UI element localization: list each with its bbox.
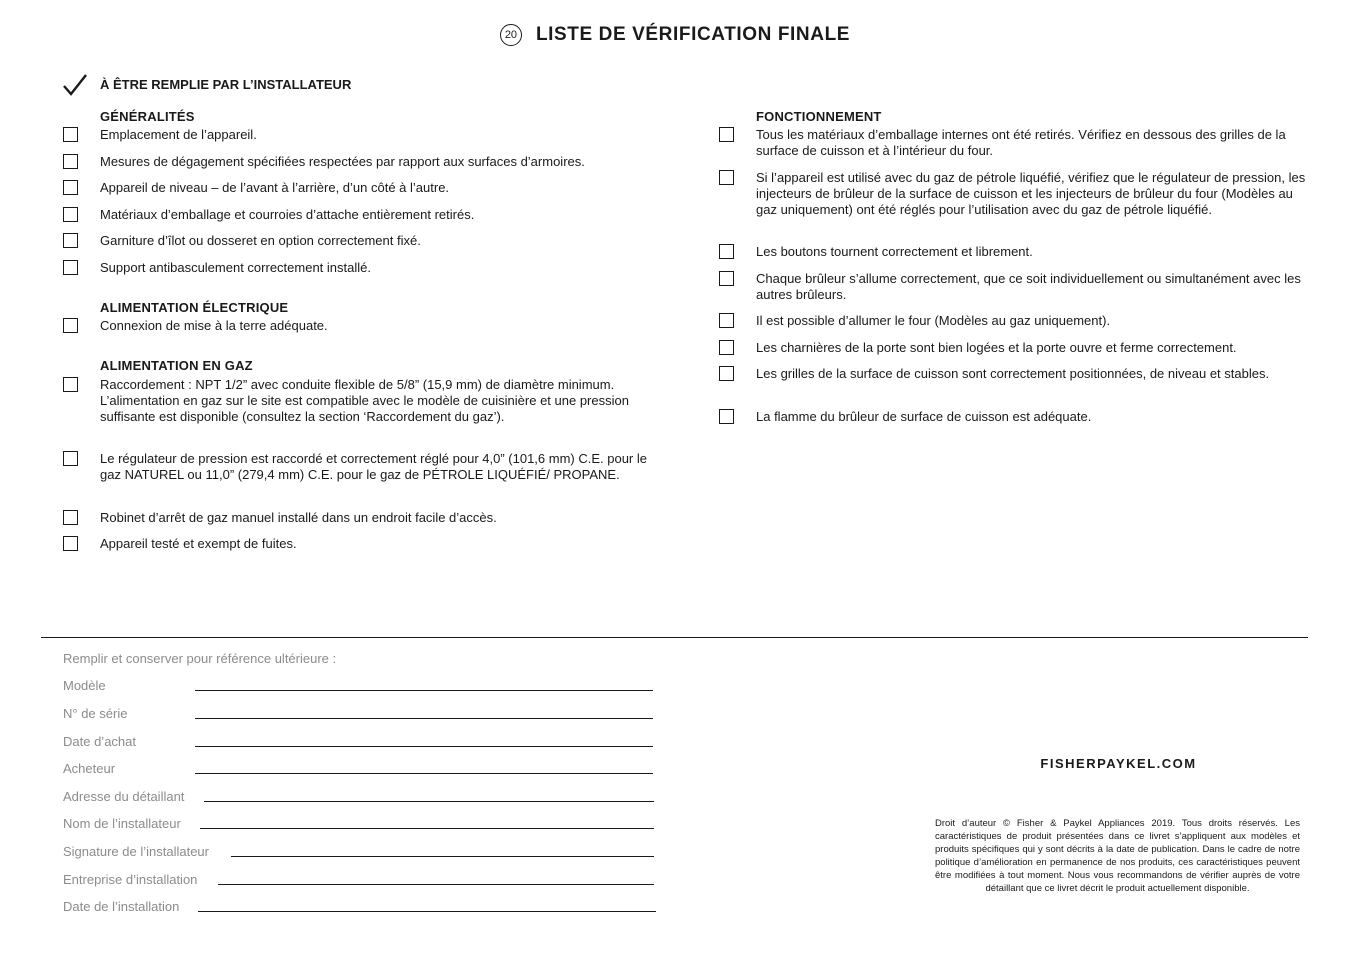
record-label-date-achat: Date d’achat: [63, 734, 136, 749]
record-label-adresse: Adresse du détaillant: [63, 789, 185, 804]
checkbox-icon[interactable]: [63, 318, 78, 333]
record-intro: Remplir et conserver pour référence ultérieure :: [63, 651, 337, 666]
checkbox-icon[interactable]: [719, 271, 734, 286]
checklist-item-text: Chaque brûleur s’allume correctement, que ce soit individuellement ou simultanément avec les autres brûleurs.: [756, 271, 1301, 302]
checklist-item-text: Tous les matériaux d’emballage internes ont été retirés. Vérifiez en dessous des grilles de la surface de cuisson et à l’intérieur du four.: [756, 127, 1286, 158]
checkbox-icon[interactable]: [719, 244, 734, 259]
section-title-electrique: ALIMENTATION ÉLECTRIQUE: [100, 300, 289, 315]
record-field-signature[interactable]: [231, 856, 654, 857]
checklist-item-text: Appareil testé et exempt de fuites.: [100, 536, 297, 551]
record-field-date-achat[interactable]: [195, 746, 653, 747]
record-label-modele: Modèle: [63, 678, 106, 693]
section-title-gaz: ALIMENTATION EN GAZ: [100, 358, 253, 373]
checklist-item-text: Connexion de mise à la terre adéquate.: [100, 318, 328, 333]
checkbox-icon[interactable]: [63, 451, 78, 466]
record-label-nom-installateur: Nom de l’installateur: [63, 816, 181, 831]
checkbox-icon[interactable]: [63, 260, 78, 275]
checklist-item-text: Support antibasculement correctement installé.: [100, 260, 371, 275]
installer-note: À ÊTRE REMPLIE PAR L’INSTALLATEUR: [100, 77, 352, 92]
section-title-generalites: GÉNÉRALITÉS: [100, 109, 195, 124]
checklist-item-text: Robinet d’arrêt de gaz manuel installé dans un endroit facile d’accès.: [100, 510, 497, 525]
website-link[interactable]: FISHERPAYKEL.COM: [1040, 756, 1197, 771]
checklist-item-text: La flamme du brûleur de surface de cuisson est adéquate.: [756, 409, 1092, 424]
checklist-item-text: Garniture d’îlot ou dosseret en option correctement fixé.: [100, 233, 421, 248]
checkmark-icon: [62, 72, 88, 98]
record-label-signature: Signature de l’installateur: [63, 844, 209, 859]
checkbox-icon[interactable]: [63, 207, 78, 222]
checklist-item-text: Appareil de niveau – de l’avant à l’arrière, d’un côté à l’autre.: [100, 180, 450, 195]
checklist-item-text: Matériaux d’emballage et courroies d’attache entièrement retirés.: [100, 207, 475, 222]
checklist-item-text: Les boutons tournent correctement et librement.: [756, 244, 1033, 259]
checkbox-icon[interactable]: [63, 154, 78, 169]
record-label-entreprise: Entreprise d’installation: [63, 872, 198, 887]
checkbox-icon[interactable]: [63, 180, 78, 195]
record-label-acheteur: Acheteur: [63, 761, 116, 776]
checklist-item-text: Les grilles de la surface de cuisson sont correctement positionnées, de niveau et stables.: [756, 366, 1270, 381]
copyright-notice: Droit d’auteur © Fisher & Paykel Appliances 2019. Tous droits réservés. Les caractéristiques de produit présentées dans ce livret s’appliquent aux modèles et produits spécifiques qui y sont décrits à la date de publication. Dans le cadre de notre politique d’amélioration en permanence de nos produits, ces caractéristiques peuvent être modifiées à tout moment. Nous vous recommandons de vérifier auprès de votre détaillant que ce livret décrit le produit actuellement disponible.: [935, 818, 1300, 894]
record-field-modele[interactable]: [195, 690, 653, 691]
checkbox-icon[interactable]: [719, 340, 734, 355]
checklist-item-text: Si l’appareil est utilisé avec du gaz de pétrole liquéfié, vérifiez que le régulateur de pression, les injecteurs de brûleur de la surface de cuisson et les injecteurs de brûleur du four (Modèles au gaz uniquement) ont été réglés pour l’utilisation avec du gaz de pétrole liquéfié.: [756, 170, 1306, 217]
page-header: [0, 20, 1350, 50]
record-field-acheteur[interactable]: [195, 773, 653, 774]
checklist-item-text: Raccordement : NPT 1/2” avec conduite flexible de 5/8” (15,9 mm) de diamètre minimum. L’alimentation en gaz sur le site est compatible avec le modèle de cuisinière et une pression suffisante est disponible (consultez la section ‘Raccordement du gaz’).: [100, 377, 629, 424]
checklist-item-text: Le régulateur de pression est raccordé et correctement réglé pour 4,0” (101,6 mm) C.E. pour le gaz NATUREL ou 11,0” (279,4 mm) C.E. pour le gaz de PÉTROLE LIQUÉFIÉ/ PROPANE.: [100, 451, 647, 482]
record-field-adresse[interactable]: [204, 801, 654, 802]
record-field-entreprise[interactable]: [218, 884, 654, 885]
section-divider: [41, 637, 1308, 638]
checkbox-icon[interactable]: [63, 510, 78, 525]
checkbox-icon[interactable]: [719, 127, 734, 142]
checklist-item-text: Il est possible d’allumer le four (Modèles au gaz uniquement).: [756, 313, 1111, 328]
checkbox-icon[interactable]: [719, 409, 734, 424]
checkbox-icon[interactable]: [63, 377, 78, 392]
checklist-item-text: Les charnières de la porte sont bien logées et la porte ouvre et ferme correctement.: [756, 340, 1237, 355]
checkbox-icon[interactable]: [719, 170, 734, 185]
record-field-date-installation[interactable]: [198, 911, 656, 912]
section-title-fonctionnement: FONCTIONNEMENT: [756, 109, 882, 124]
checklist-item-text: Emplacement de l’appareil.: [100, 127, 257, 142]
checkbox-icon[interactable]: [719, 366, 734, 381]
checkbox-icon[interactable]: [63, 127, 78, 142]
record-field-nom-installateur[interactable]: [200, 828, 654, 829]
page-number: 20: [500, 24, 522, 46]
checkbox-icon[interactable]: [719, 313, 734, 328]
record-label-serie: N° de série: [63, 706, 128, 721]
record-label-date-installation: Date de l’installation: [63, 899, 180, 914]
checkbox-icon[interactable]: [63, 536, 78, 551]
checkbox-icon[interactable]: [63, 233, 78, 248]
checklist-item-text: Mesures de dégagement spécifiées respectées par rapport aux surfaces d’armoires.: [100, 154, 585, 169]
record-field-serie[interactable]: [195, 718, 653, 719]
page-title: LISTE DE VÉRIFICATION FINALE: [535, 24, 851, 45]
